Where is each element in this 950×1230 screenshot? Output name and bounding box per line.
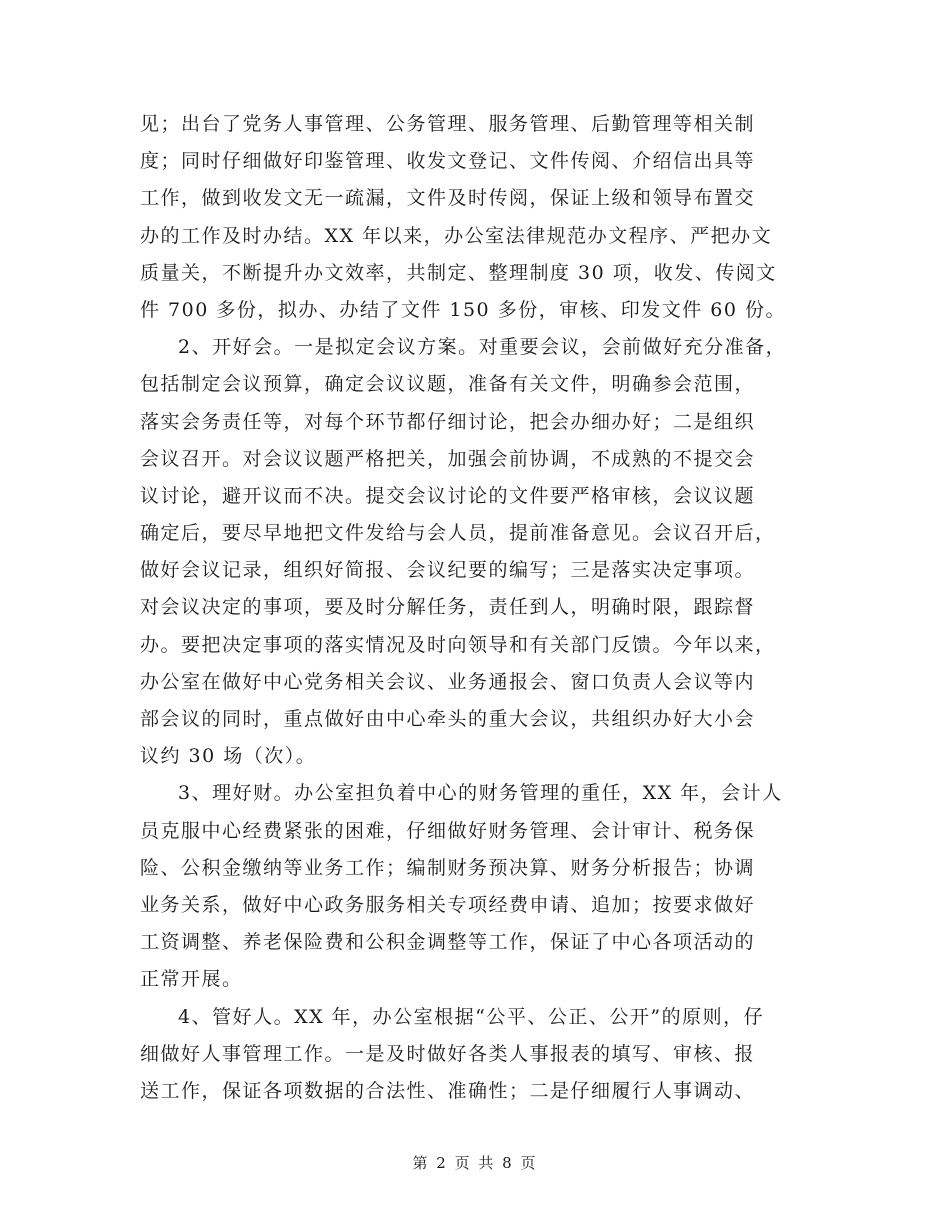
text-line: 细做好人事管理工作。一是及时做好各类人事报表的填写、审核、报 <box>140 1042 756 1065</box>
page-footer: 第 2 页 共 8 页 <box>412 1154 538 1172</box>
text-line: 质量关，不断提升办文效率，共制定、整理制度 30 项，收发、传阅文 <box>140 261 777 284</box>
text-line: 工资调整、养老保险费和公积金调整等工作，保证了中心各项活动的 <box>140 931 756 954</box>
text-line: 议讨论，避开议而不决。提交会议讨论的文件要严格审核，会议议题 <box>140 484 756 507</box>
text-line: 做好会议记录，组织好简报、会议纪要的编写；三是落实决定事项。 <box>140 559 756 582</box>
text-line: 正常开展。 <box>140 968 243 991</box>
text-line: 办公室在做好中心党务相关会议、业务通报会、窗口负责人会议等内 <box>140 670 756 693</box>
text-line: 确定后，要尽早地把文件发给与会人员，提前准备意见。会议召开后， <box>140 522 776 545</box>
text-line: 险、公积金缴纳等业务工作；编制财务预决算、财务分析报告；协调 <box>140 856 756 879</box>
text-line: 业务关系，做好中心政务服务相关专项经费申请、追加；按要求做好 <box>140 893 756 916</box>
text-line: 办的工作及时办结。XX 年以来，办公室法律规范办文程序、严把办文 <box>140 224 773 247</box>
text-line: 4、管好人。XX 年，办公室根据“公平、公正、公开”的原则，仔 <box>178 1005 765 1028</box>
paragraph <box>140 329 820 775</box>
text-line: 件 700 多份，拟办、办结了文件 150 多份，审核、印发文件 60 份。 <box>140 298 786 321</box>
text-line: 见；出台了党务人事管理、公务管理、服务管理、后勤管理等相关制 <box>140 113 756 135</box>
text-line: 落实会务责任等，对每个环节都仔细讨论，把会办细办好；二是组织 <box>140 410 756 433</box>
text-line: 办。要把决定事项的落实情况及时向领导和有关部门反馈。今年以来， <box>140 633 776 656</box>
paragraph <box>140 999 820 1111</box>
text-line: 议约 30 场（次）。 <box>140 745 317 768</box>
text-line: 包括制定会议预算，确定会议议题，准备有关文件，明确参会范围， <box>140 373 756 396</box>
text-line: 工作，做到收发文无一疏漏，文件及时传阅，保证上级和领导布置交 <box>140 187 756 210</box>
text-line: 度；同时仔细做好印鉴管理、收发文登记、文件传阅、介绍信出具等 <box>140 150 756 173</box>
text-line: 部会议的同时，重点做好由中心牵头的重大会议，共组织办好大小会 <box>140 708 756 730</box>
text-line: 员克服中心经费紧张的困难，仔细做好财务管理、会计审计、税务保 <box>140 819 756 842</box>
text-line: 送工作，保证各项数据的合法性、准确性；二是仔细履行人事调动、 <box>140 1079 756 1102</box>
text-line: 2、开好会。一是拟定会议方案。对重要会议，会前做好充分准备， <box>178 336 787 359</box>
paragraph <box>140 106 820 329</box>
text-line: 会议召开。对会议议题严格把关，加强会前协调，不成熟的不提交会 <box>140 447 756 470</box>
text-line: 3、理好财。办公室担负着中心的财务管理的重任，XX 年，会计人 <box>178 782 783 805</box>
paragraph <box>140 775 820 998</box>
text-line: 对会议决定的事项，要及时分解任务，责任到人，明确时限，跟踪督 <box>140 596 756 619</box>
document-body <box>140 106 820 1110</box>
